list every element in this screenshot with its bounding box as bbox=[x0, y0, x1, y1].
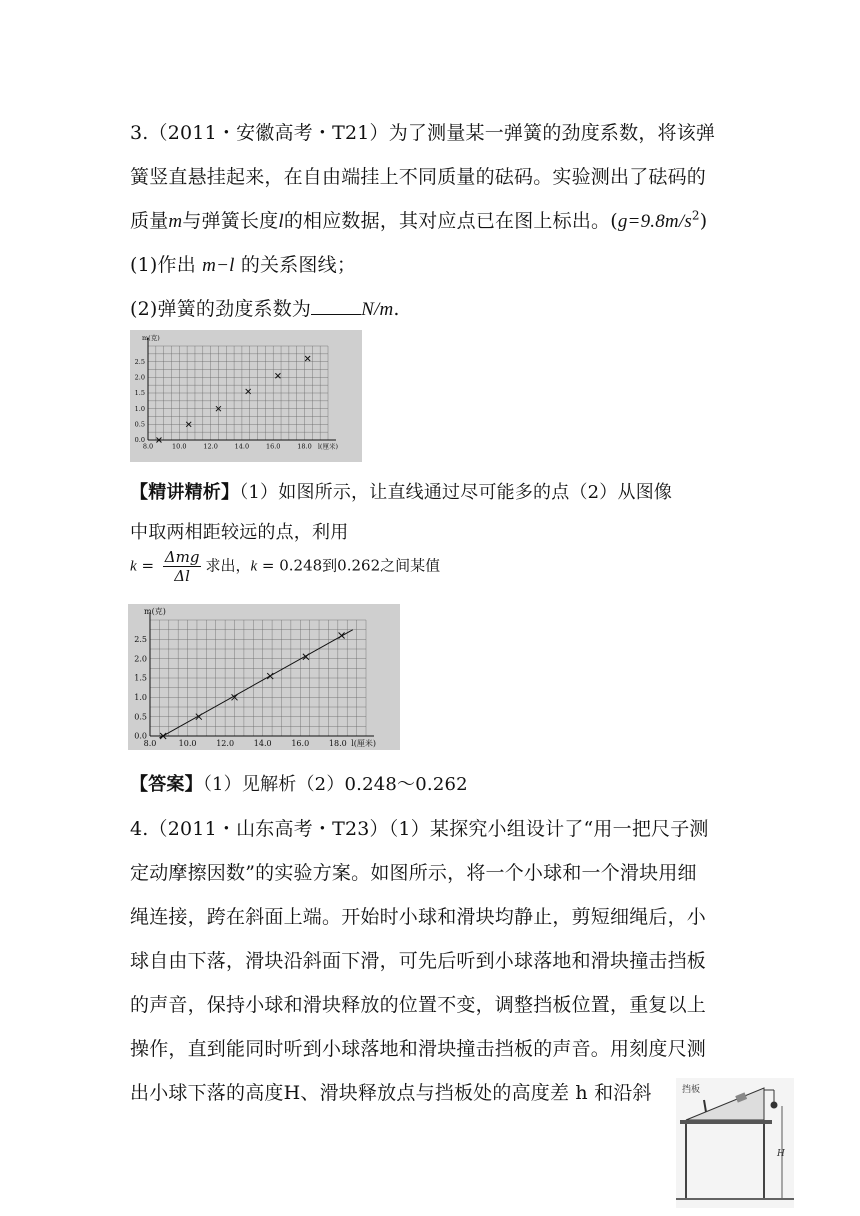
text-data: 的相应数据，其对应点已在图上标出。( bbox=[283, 210, 618, 232]
problem3-line3 bbox=[130, 206, 707, 233]
exponent: 2 bbox=[691, 208, 700, 223]
q2-prefix: (2)弹簧的劲度系数为 bbox=[130, 298, 312, 320]
x-tick-label: 8.0 bbox=[142, 442, 154, 451]
formula-k2: k bbox=[250, 558, 258, 575]
figure-bg bbox=[676, 1078, 794, 1208]
problem4-line5: 的声音，保持小球和滑块释放的位置不变，调整挡板位置，重复以上 bbox=[130, 994, 707, 1016]
fit-line bbox=[159, 630, 352, 738]
apparatus-figure bbox=[676, 1078, 794, 1208]
analysis-line1 bbox=[130, 478, 672, 504]
x-tick-label: 12.0 bbox=[216, 739, 235, 748]
y-tick-label: 0.0 bbox=[134, 731, 147, 741]
graph-line bbox=[128, 604, 400, 750]
formula-text2: = 0.248到0.262之间某值 bbox=[257, 556, 441, 575]
y-tick-label: 2.5 bbox=[134, 635, 147, 644]
x-tick-label: 18.0 bbox=[328, 739, 347, 748]
formula-text1: 求出， bbox=[205, 556, 251, 575]
problem3-line2: 簧竖直悬挂起来，在自由端挂上不同质量的砝码。实验测出了砝码的 bbox=[130, 166, 707, 188]
answer-line bbox=[130, 770, 468, 796]
y-tick-label: 0.5 bbox=[134, 420, 145, 429]
ball bbox=[771, 1102, 778, 1109]
x-tick-label: 8.0 bbox=[143, 739, 157, 748]
formula-k: k bbox=[130, 558, 137, 575]
y-tick-label: 2.0 bbox=[134, 373, 145, 382]
answer-blank bbox=[311, 298, 361, 315]
x-tick-label: 14.0 bbox=[234, 442, 250, 451]
y-tick-label: 0.5 bbox=[134, 712, 147, 722]
x-tick-label: 16.0 bbox=[291, 739, 310, 748]
y-axis-label: m(克) bbox=[144, 607, 166, 616]
text-quality: 质量 bbox=[130, 210, 169, 232]
x-tick-label: 10.0 bbox=[178, 739, 197, 748]
period: . bbox=[393, 298, 400, 320]
y-tick-label: 1.5 bbox=[134, 673, 147, 683]
var-l: l bbox=[278, 211, 284, 232]
graph-scatter-svg bbox=[130, 330, 362, 462]
fraction bbox=[163, 548, 202, 585]
y-tick-label: 1.0 bbox=[134, 404, 145, 413]
data-point bbox=[305, 356, 310, 361]
q1-suffix: 的关系图线； bbox=[234, 254, 357, 276]
problem4-line3: 绳连接，跨在斜面上端。开始时小球和滑块均静止，剪短细绳后，小 bbox=[130, 906, 707, 928]
y-axis-label: m(克) bbox=[142, 334, 160, 342]
formula bbox=[130, 548, 440, 585]
formula-eq: = bbox=[136, 556, 159, 575]
table-top bbox=[680, 1120, 772, 1124]
fraction-den: Δl bbox=[174, 567, 190, 585]
y-tick-label: 1.0 bbox=[134, 693, 147, 702]
board-label: 挡板 bbox=[682, 1085, 701, 1095]
analysis-text1: （1）如图所示，让直线通过尽可能多的点（2）从图像 bbox=[239, 482, 673, 503]
problem3-line1: 3.（2011・安徽高考・T21）为了测量某一弹簧的劲度系数，将该弹 bbox=[130, 122, 716, 144]
q1-prefix: (1)作出 bbox=[130, 254, 203, 276]
y-tick-label: 1.5 bbox=[134, 389, 145, 398]
graph-scatter bbox=[130, 330, 362, 462]
problem4-line6: 操作，直到能同时听到小球落地和滑块撞击挡板的声音。用刻度尺测 bbox=[130, 1038, 707, 1060]
x-tick-label: 18.0 bbox=[297, 442, 312, 451]
graph-line-svg bbox=[128, 604, 400, 750]
data-point bbox=[339, 632, 345, 638]
var-ml: m−l bbox=[202, 255, 235, 276]
x-tick-label: 10.0 bbox=[172, 442, 187, 451]
problem4-line4: 球自由下落，滑块沿斜面下滑，可先后听到小球落地和滑块撞击挡板 bbox=[130, 950, 707, 972]
answer-label: 【答案】 bbox=[130, 774, 203, 795]
height-label: H bbox=[777, 1149, 785, 1159]
x-tick-label: 14.0 bbox=[253, 739, 272, 748]
x-axis-label: l(厘米) bbox=[317, 442, 338, 451]
problem4-line7: 出小球下落的高度H、滑块释放点与挡板处的高度差 h 和沿斜 bbox=[130, 1082, 652, 1104]
unit-nm: N/m bbox=[361, 299, 394, 320]
question-2 bbox=[130, 294, 400, 321]
var-m: m bbox=[168, 211, 183, 232]
question-1 bbox=[130, 250, 356, 277]
fraction-num: Δmg bbox=[164, 548, 200, 566]
y-tick-label: 0.0 bbox=[134, 436, 145, 445]
problem4-line2: 定动摩擦因数”的实验方案。如图所示，将一个小球和一个滑块用细 bbox=[130, 862, 697, 884]
x-axis-label: l(厘米) bbox=[351, 739, 376, 748]
y-tick-label: 2.5 bbox=[134, 357, 145, 366]
text-length: 与弹簧长度 bbox=[182, 210, 279, 232]
x-tick-label: 12.0 bbox=[203, 442, 218, 451]
y-tick-label: 2.0 bbox=[134, 654, 147, 664]
var-g: g=9.8m/s bbox=[617, 211, 692, 232]
paren-close: ) bbox=[699, 210, 708, 232]
answer-text: （1）见解析（2）0.248～0.262 bbox=[202, 774, 468, 795]
problem4-line1: 4.（2011・山东高考・T23）（1）某探究小组设计了“用一把尺子测 bbox=[130, 818, 709, 840]
analysis-line2: 中取两相距较远的点，利用 bbox=[130, 522, 349, 543]
analysis-label: 【精讲精析】 bbox=[130, 482, 240, 503]
x-tick-label: 16.0 bbox=[265, 442, 281, 451]
